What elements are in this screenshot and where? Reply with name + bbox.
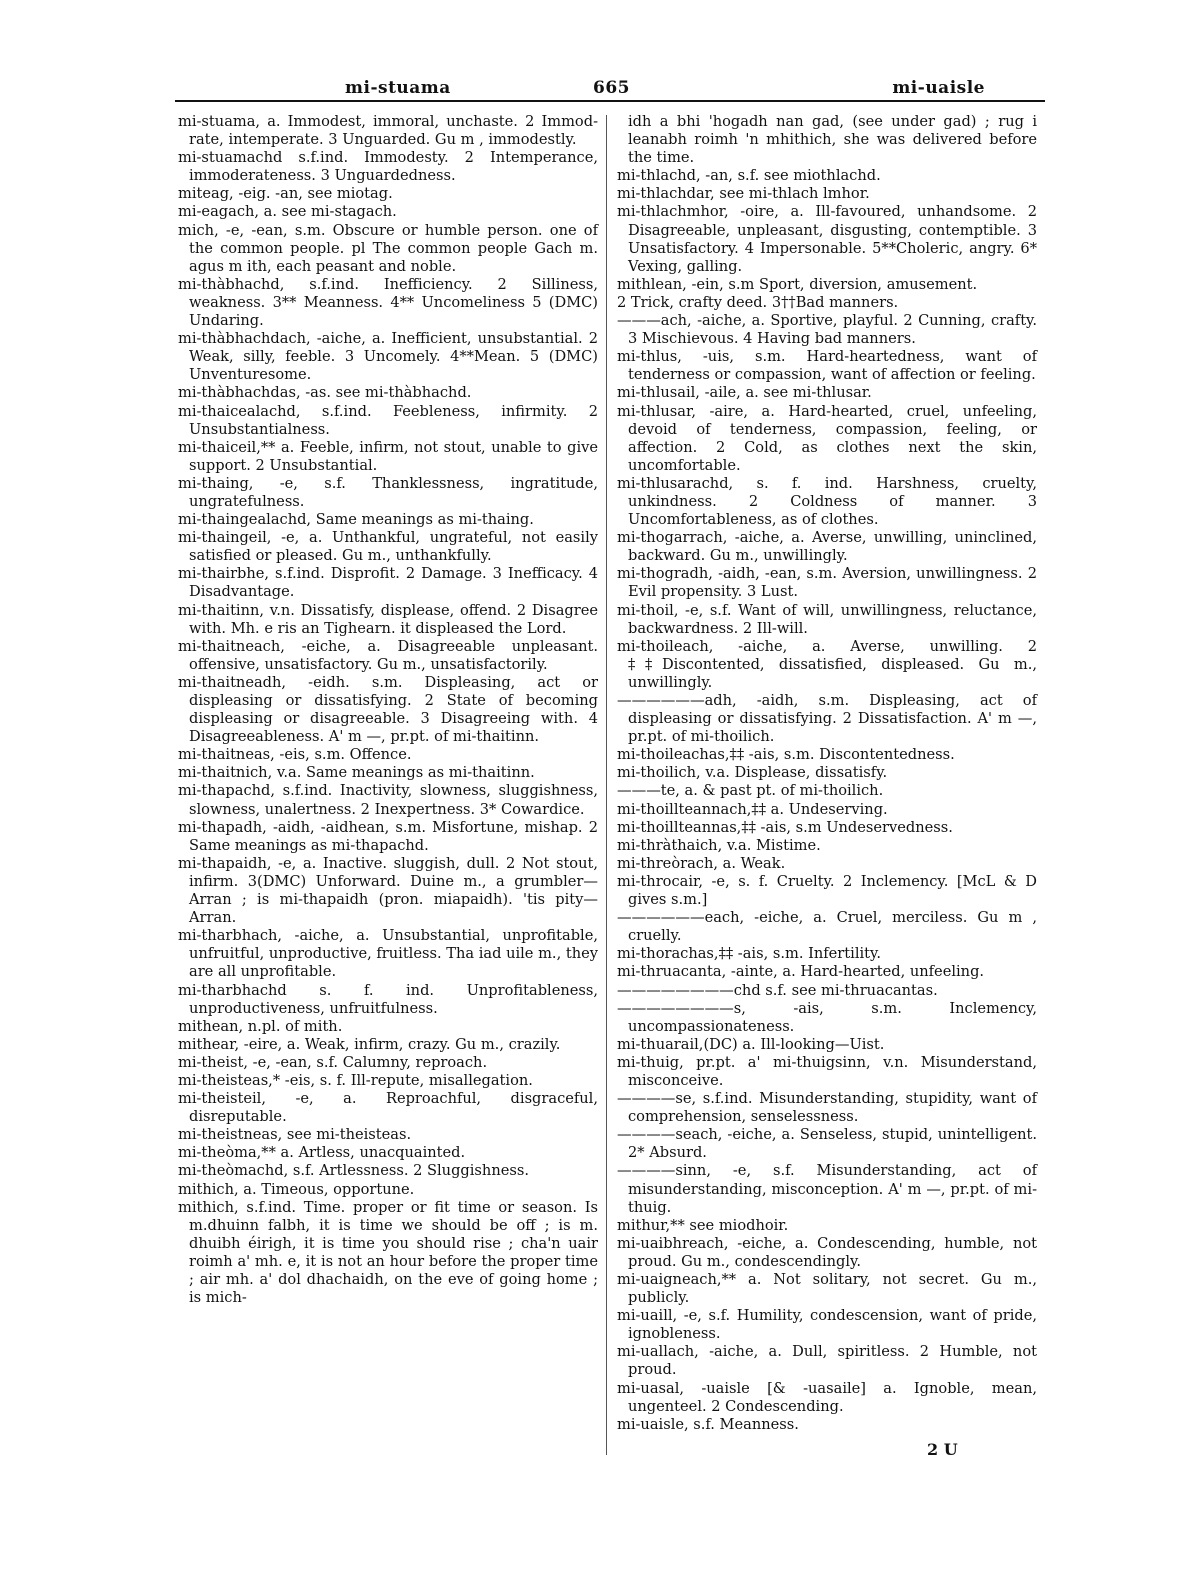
dictionary-entry: mithean, n.pl. of mith. — [178, 1017, 343, 1035]
dictionary-entry: mi-thoilich, v.a. Displease, dissatisfy. — [617, 764, 888, 782]
dictionary-entry: mi-theòma,** a. Artless, unacquainted. — [178, 1144, 466, 1162]
column-divider — [606, 115, 607, 1455]
dictionary-entry: mi-threòrach, a. Weak. — [617, 854, 786, 872]
running-header — [175, 78, 1045, 102]
dictionary-entry: mi-thlachmhor, -oire, a. Ill-favoured, unhandsome. 2 Disagreeable, unpleasant, disgusting, contemptible. 3 Unsatisfactory. 4 Impersonable. 5**Choleric, angry. 6* Vexing, galling. — [617, 203, 1037, 275]
dictionary-entry: mi-uaisle, s.f. Meanness. — [617, 1415, 799, 1433]
dictionary-entry: mi-thlachdar, see mi-thlach lmhor. — [617, 185, 870, 203]
dictionary-entry: mi-uaigneach,** a. Not solitary, not secret. Gu m., publicly. — [617, 1271, 1037, 1307]
dictionary-entry: mi-thoillteannach,‡‡ a. Undeserving. — [617, 800, 888, 818]
dictionary-entry: mi-thàbhachdach, -aiche, a. Inefficient, unsubstantial. 2 Weak, silly, feeble. 3 Uncomely. 4**Mean. 5 (DMC) Unventuresome. — [178, 330, 598, 384]
dictionary-entry: ————sinn, -e, s.f. Misunderstanding, act of misunderstanding, misconception. A' m —, pr.pt. of mi-thuig. — [617, 1162, 1037, 1216]
dictionary-entry: mithlean, -ein, s.m Sport, diversion, amusement. — [617, 275, 978, 293]
right-column — [617, 113, 1037, 1434]
dictionary-entry: mi-theisteas,* -eis, s. f. Ill-repute, misallegation. — [178, 1071, 533, 1089]
dictionary-entry: mi-tharbhachd s. f. ind. Unprofitableness, unproductiveness, unfruitfulness. — [178, 981, 598, 1017]
dictionary-entry: mi-thlusar, -aire, a. Hard-hearted, cruel, unfeeling, devoid of tenderness, compassion, feeling, or affection. 2 Cold, as clothes next the skin, uncomfortable. — [617, 402, 1037, 474]
dictionary-entry: mi-thaitneas, -eis, s.m. Offence. — [178, 746, 412, 764]
dictionary-entry: ————seach, -eiche, a. Senseless, stupid, unintelligent. 2* Absurd. — [617, 1126, 1037, 1162]
dictionary-entry: mi-thuarail,(DC) a. Ill-looking—Uist. — [617, 1035, 885, 1053]
dictionary-entry: mi-theist, -e, -ean, s.f. Calumny, reproach. — [178, 1053, 488, 1071]
continuation-text: idh a bhi 'hogadh nan gad, (see under gad) ; rug i leanabh roimh 'n mhithich, she was delivered before the time. — [628, 113, 1037, 167]
dictionary-entry: mi-tharbhach, -aiche, a. Unsubstantial, unprofitable, unfruitful, unproductive, fruitless. Tha iad uile m., they are all unprofitable. — [178, 927, 598, 981]
dictionary-entry: mich, -e, -ean, s.m. Obscure or humble person. one of the common people. pl The common people Gach m. agus m ith, each peasant and noble. — [178, 221, 598, 275]
dictionary-entry: mi-thlusarachd, s. f. ind. Harshness, cruelty, unkindness. 2 Coldness of manner. 3 Uncomfortableness, as of clothes. — [617, 474, 1037, 529]
dictionary-entry: mi-thlus, -uis, s.m. Hard-heartedness, want of tenderness or compassion, want of affection or feeling. — [617, 348, 1037, 384]
dictionary-entry: mi-thoil, -e, s.f. Want of will, unwillingness, reluctance, backwardness. 2 Ill-will. — [617, 601, 1037, 637]
dictionary-entry: ——————each, -eiche, a. Cruel, merciless. Gu m , cruelly. — [617, 909, 1037, 945]
dictionary-entry: mi-thaingealachd, Same meanings as mi-thaing. — [178, 511, 534, 529]
dictionary-entry: mi-thàbhachdas, -as. see mi-thàbhachd. — [178, 384, 472, 402]
dictionary-entry: mithich, a. Timeous, opportune. — [178, 1180, 415, 1198]
dictionary-entry: mi-uallach, -aiche, a. Dull, spiritless. 2 Humble, not proud. — [617, 1343, 1037, 1379]
dictionary-entry: mi-thaitnich, v.a. Same meanings as mi-thaitinn. — [178, 764, 535, 782]
dictionary-entry: mi-stuama, a. Immodest, immoral, unchaste. 2 Immod-rate, intemperate. 3 Unguarded. Gu m , immodestly. — [178, 113, 598, 149]
dictionary-entry: ————se, s.f.ind. Misunderstanding, stupidity, want of comprehension, senselessness. — [617, 1090, 1037, 1126]
header-left-guide-word: mi-stuama — [345, 78, 451, 98]
dictionary-entry: ————————chd s.f. see mi-thruacantas. — [617, 981, 938, 999]
dictionary-entry: mi-theistneas, see mi-theisteas. — [178, 1126, 412, 1144]
dictionary-entry: mi-thruacanta, -ainte, a. Hard-hearted, unfeeling. — [617, 963, 985, 981]
dictionary-entry: mithich, s.f.ind. Time. proper or fit time or season. Is m.dhuinn falbh, it is time we should be off ; is m. dhuibh éirigh, it is time you should rise ; cha'n uair roimh a' mh. e, it is not an hour before the proper time ; air mh. a' dol dhachaidh, on the eve of going home ; is mich- — [178, 1198, 598, 1307]
dictionary-entry: mithur,** see miodhoir. — [617, 1216, 789, 1234]
dictionary-entry: mi-thràthaich, v.a. Mistime. — [617, 836, 821, 854]
dictionary-entry: mi-thapachd, s.f.ind. Inactivity, slowness, sluggishness, slowness, unalertness. 2 Inexpertness. 3* Cowardice. — [178, 782, 598, 818]
dictionary-entry: mi-thaitinn, v.n. Dissatisfy, displease, offend. 2 Disagree with. Mh. e ris an Tighearn. it displeased the Lord. — [178, 601, 598, 637]
dictionary-entry: mi-thaitneadh, -eidh. s.m. Displeasing, act or displeasing or dissatisfying. 2 State of becoming displeasing or disagreeable. 3 Disagreeing with. 4 Disagreeableness. A' m —, pr.pt. of mi-thaitinn. — [178, 673, 598, 746]
dictionary-entry: ——————adh, -aidh, s.m. Displeasing, act of displeasing or dissatisfying. 2 Dissatisfaction. A' m —, pr.pt. of mi-thoilich. — [617, 692, 1037, 746]
dictionary-entry: mi-eagach, a. see mi-stagach. — [178, 203, 397, 221]
dictionary-entry: mi-thaitneach, -eiche, a. Disagreeable unpleasant. offensive, unsatisfactory. Gu m., unsatisfactorily. — [178, 637, 598, 673]
dictionary-entry: mi-uaibhreach, -eiche, a. Condescending, humble, not proud. Gu m., condescendingly. — [617, 1234, 1037, 1270]
dictionary-entry: mi-thaicealachd, s.f.ind. Feebleness, infirmity. 2 Unsubstantialness. — [178, 402, 598, 438]
dictionary-entry: mi-uaill, -e, s.f. Humility, condescension, want of pride, ignobleness. — [617, 1307, 1037, 1343]
header-right-guide-word: mi-uaisle — [892, 78, 985, 98]
dictionary-entry: mi-thaing, -e, s.f. Thanklessness, ingratitude, ungratefulness. — [178, 474, 598, 510]
dictionary-entry: ———te, a. & past pt. of mi-thoilich. — [617, 782, 884, 800]
dictionary-entry: mi-thoileach, -aiche, a. Averse, unwilling. 2 ‡‡Discontented, dissatisfied, displeased. Gu m., unwillingly. — [617, 637, 1037, 691]
dictionary-entry: mi-theisteil, -e, a. Reproachful, disgraceful, disreputable. — [178, 1090, 598, 1126]
dictionary-entry: mi-throcair, -e, s. f. Cruelty. 2 Inclemency. [McL & D gives s.m.] — [617, 872, 1037, 909]
dictionary-entry: mi-thogradh, -aidh, -ean, s.m. Aversion, unwillingness. 2 Evil propensity. 3 Lust. — [617, 565, 1037, 601]
dictionary-entry: mi-thogarrach, -aiche, a. Averse, unwilling, uninclined, backward. Gu m., unwillingly. — [617, 529, 1037, 565]
dictionary-entry: ————————s, -ais, s.m. Inclemency, uncompassionateness. — [617, 999, 1037, 1035]
dictionary-entry: mi-thorachas,‡‡ -ais, s.m. Infertility. — [617, 945, 881, 963]
signature-mark: 2 U — [927, 1440, 958, 1459]
dictionary-entry: mi-uasal, -uaisle [& -uasaile] a. Ignoble, mean, ungenteel. 2 Condescending. — [617, 1379, 1037, 1415]
header-rule — [175, 100, 1045, 102]
left-column — [178, 113, 598, 1307]
dictionary-entry: mi-stuamachd s.f.ind. Immodesty. 2 Intemperance, immoderateness. 3 Unguardedness. — [178, 149, 598, 185]
dictionary-entry: mi-thoileachas,‡‡ -ais, s.m. Discontentedness. — [617, 746, 955, 764]
dictionary-entry: mi-thaingeil, -e, a. Unthankful, ungrateful, not easily satisfied or pleased. Gu m., unthankfully. — [178, 529, 598, 565]
dictionary-entry: ———ach, -aiche, a. Sportive, playful. 2 Cunning, crafty. 3 Mischievous. 4 Having bad manners. — [617, 312, 1037, 348]
dictionary-entry: miteag, -eig. -an, see miotag. — [178, 185, 393, 203]
dictionary-entry: mithear, -eire, a. Weak, infirm, crazy. Gu m., crazily. — [178, 1035, 561, 1053]
dictionary-entry: mi-thapadh, -aidh, -aidhean, s.m. Misfortune, mishap. 2 Same meanings as mi-thapachd. — [178, 818, 598, 854]
dictionary-entry: mi-thairbhe, s.f.ind. Disprofit. 2 Damage. 3 Inefficacy. 4 Disadvantage. — [178, 565, 598, 601]
dictionary-entry: mi-thapaidh, -e, a. Inactive. sluggish, dull. 2 Not stout, infirm. 3(DMC) Unforward. Duine m., a grumbler—Arran ; is mi-thapaidh (pron. miapaidh). 'tis pity—Arran. — [178, 854, 598, 927]
dictionary-entry: 2 Trick, crafty deed. 3††Bad manners. — [617, 293, 899, 311]
dictionary-entry: mi-thuig, pr.pt. a' mi-thuigsinn, v.n. Misunderstand, misconceive. — [617, 1053, 1037, 1089]
dictionary-entry: mi-thlusail, -aile, a. see mi-thlusar. — [617, 384, 872, 402]
dictionary-entry: mi-thlachd, -an, s.f. see miothlachd. — [617, 167, 881, 185]
dictionary-entry: mi-thoillteannas,‡‡ -ais, s.m Undeservedness. — [617, 818, 953, 836]
dictionary-entry: mi-thaiceil,** a. Feeble, infirm, not stout, unable to give support. 2 Unsubstantial. — [178, 438, 598, 474]
dictionary-entry: mi-thàbhachd, s.f.ind. Inefficiency. 2 Silliness, weakness. 3** Meanness. 4** Uncomeliness 5 (DMC) Undaring. — [178, 275, 598, 330]
page-number: 665 — [593, 78, 630, 98]
dictionary-entry: mi-theòmachd, s.f. Artlessness. 2 Sluggishness. — [178, 1162, 529, 1180]
